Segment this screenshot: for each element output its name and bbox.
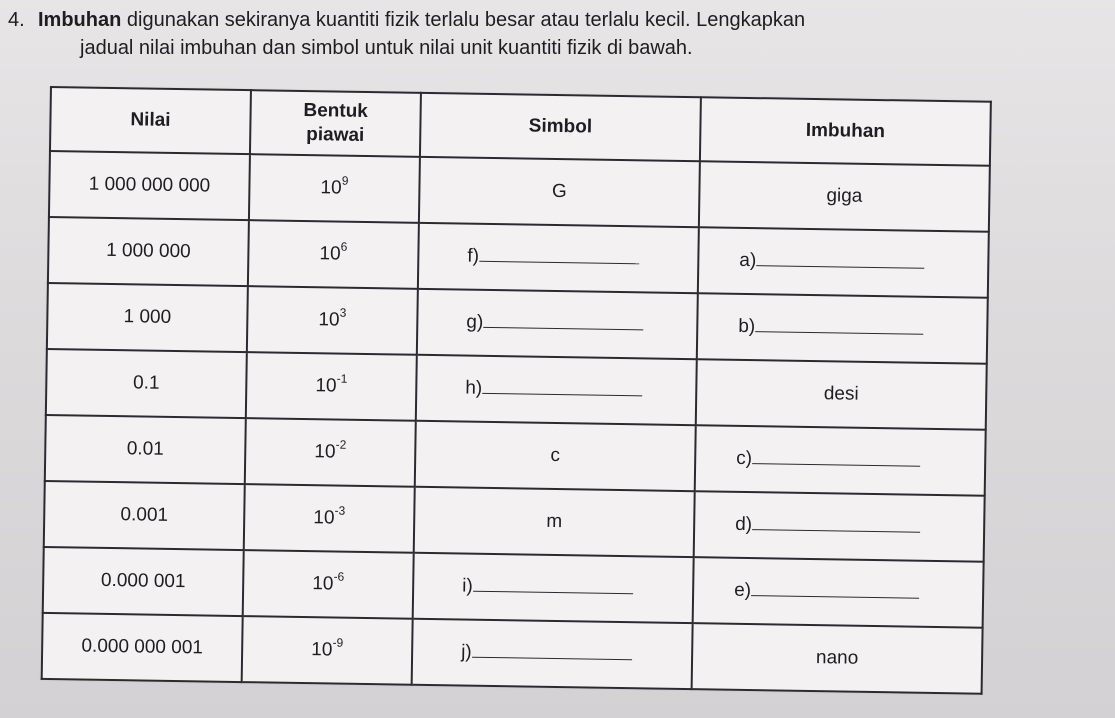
power-exponent: 3	[339, 305, 347, 320]
header-value: Nilai	[50, 87, 251, 154]
power-exponent: -2	[335, 437, 347, 452]
answer-label: d)	[735, 513, 753, 536]
value-cell: 1 000	[47, 283, 248, 352]
header-symbol: Simbol	[420, 93, 701, 161]
prefix-answer-cell[interactable]	[698, 227, 989, 298]
standard-form-cell	[249, 154, 420, 223]
symbol-cell: m	[414, 487, 695, 557]
prefix-answer-cell[interactable]	[694, 491, 985, 562]
answer-label: a)	[739, 249, 757, 272]
table-row	[42, 613, 983, 694]
answer-blank-line[interactable]	[472, 656, 632, 661]
answer-blank-line[interactable]	[482, 392, 642, 397]
power-exponent: -3	[334, 503, 346, 518]
answer-label: h)	[465, 377, 483, 399]
question-line-1-rest: digunakan sekiranya kuantiti fizik terlalu besar atau terlalu kecil. Lengkapkan	[121, 9, 806, 31]
standard-form-cell	[243, 550, 414, 619]
prefix-answer-cell[interactable]	[697, 293, 988, 364]
standard-form-cell	[248, 220, 419, 289]
power-base: 10	[314, 441, 336, 463]
standard-form-cell	[245, 418, 416, 487]
answer-blank-line[interactable]	[473, 590, 633, 595]
answer-label: c)	[736, 447, 753, 470]
prefix-cell: nano	[692, 623, 983, 694]
answer-blank-line[interactable]	[479, 260, 639, 265]
power-exponent: 9	[341, 173, 349, 188]
power-base: 10	[319, 243, 341, 265]
value-cell: 1 000 000 000	[49, 151, 250, 220]
standard-form-cell	[246, 352, 417, 421]
question-line-1	[8, 6, 1103, 34]
value-cell: 1 000 000	[48, 217, 249, 286]
answer-blank-line[interactable]	[751, 594, 919, 599]
header-standard-form-line-1: Bentuk	[303, 99, 369, 122]
prefix-cell: giga	[699, 161, 990, 232]
header-standard-form-line-2: piawai	[306, 124, 365, 146]
symbol-answer-cell[interactable]	[413, 553, 694, 623]
question-text	[8, 6, 1103, 62]
question-bold-word: Imbuhan	[38, 9, 122, 31]
prefix-answer-cell[interactable]	[693, 557, 984, 628]
header-standard-form	[250, 90, 421, 157]
prefix-table	[41, 86, 992, 695]
prefix-answer-cell[interactable]	[695, 425, 986, 496]
answer-label: j)	[460, 641, 472, 663]
answer-label: g)	[466, 311, 484, 333]
answer-blank-line[interactable]	[752, 528, 920, 533]
symbol-answer-cell[interactable]	[416, 355, 697, 425]
value-cell: 0.000 001	[43, 547, 244, 616]
power-exponent: -6	[333, 569, 345, 584]
question-line-2: jadual nilai imbuhan dan simbol untuk nilai unit kuantiti fizik di bawah.	[80, 37, 693, 59]
power-base: 10	[318, 309, 340, 331]
power-exponent: -1	[336, 371, 348, 386]
power-exponent: 6	[340, 239, 348, 254]
answer-blank-line[interactable]	[752, 462, 920, 467]
prefix-cell: desi	[696, 359, 987, 430]
power-base: 10	[320, 177, 342, 199]
power-base: 10	[315, 375, 337, 397]
power-exponent: -9	[332, 635, 344, 650]
value-cell: 0.000 000 001	[42, 613, 243, 682]
power-base: 10	[311, 639, 333, 661]
answer-label: b)	[738, 315, 756, 338]
question-number: 4.	[8, 9, 25, 31]
answer-label: f)	[467, 245, 480, 267]
answer-blank-line[interactable]	[755, 330, 923, 335]
power-base: 10	[313, 507, 335, 529]
symbol-cell: G	[419, 157, 700, 227]
answer-blank-line[interactable]	[756, 264, 924, 269]
symbol-answer-cell[interactable]	[418, 223, 699, 293]
power-base: 10	[312, 573, 334, 595]
value-cell: 0.001	[44, 481, 245, 550]
answer-label: e)	[733, 579, 752, 602]
value-cell: 0.01	[45, 415, 246, 484]
answer-blank-line[interactable]	[483, 326, 643, 331]
prefix-table-container	[41, 86, 990, 695]
symbol-answer-cell[interactable]	[412, 619, 693, 689]
standard-form-cell	[242, 616, 413, 685]
standard-form-cell	[247, 286, 418, 355]
header-prefix: Imbuhan	[700, 97, 991, 166]
standard-form-cell	[244, 484, 415, 553]
answer-label: i)	[462, 575, 473, 597]
value-cell: 0.1	[46, 349, 247, 418]
symbol-answer-cell[interactable]	[417, 289, 698, 359]
symbol-cell: c	[415, 421, 696, 491]
